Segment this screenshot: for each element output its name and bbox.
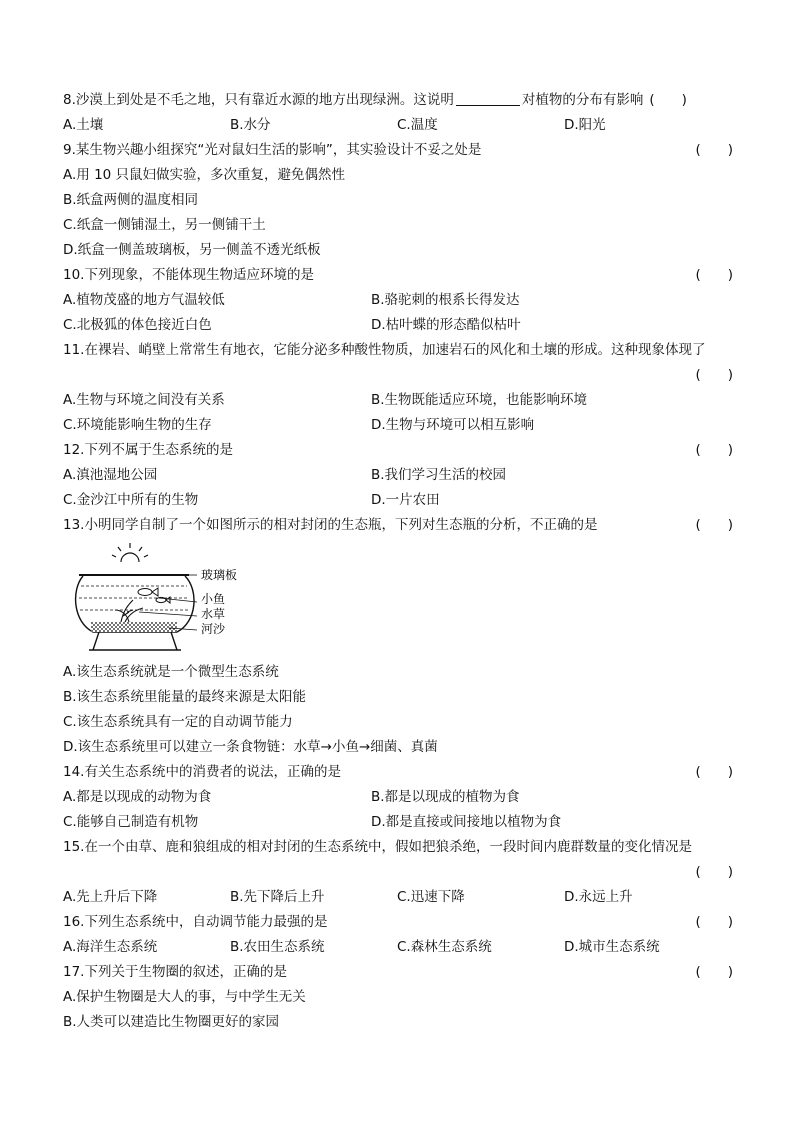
- question-10-options-row2: [63, 313, 733, 338]
- option-d: D.纸盒一侧盖玻璃板，另一侧盖不透光纸板: [63, 242, 321, 258]
- option-d: D.一片农田: [371, 492, 440, 508]
- question-16-text: 16.下列生态系统中，自动调节能力最强的是: [63, 914, 328, 930]
- question-8-stem: [63, 88, 733, 113]
- answer-bracket: ( ): [695, 267, 733, 283]
- option-c: C.能够自己制造有机物: [63, 814, 199, 830]
- question-12-stem: [63, 438, 733, 463]
- option-c: C.该生态系统具有一定的自动调节能力: [63, 714, 293, 730]
- question-15-stem: [63, 835, 733, 860]
- answer-blank: [456, 91, 520, 106]
- question-14-stem: [63, 760, 733, 785]
- option-c: C.温度: [397, 117, 438, 133]
- question-12-options-row1: [63, 463, 733, 488]
- question-13-text: 13.小明同学自制了一个如图所示的相对封闭的生态瓶，下列对生态瓶的分析，不正确的是: [63, 517, 598, 533]
- answer-bracket: ( ): [695, 442, 733, 458]
- option-a: A.生物与环境之间没有关系: [63, 392, 225, 408]
- option-d: D.城市生态系统: [564, 939, 660, 955]
- question-8-options: [63, 113, 733, 138]
- ecosystem-bottle-diagram: [69, 540, 249, 658]
- option-a: A.该生态系统就是一个微型生态系统: [63, 664, 279, 680]
- option-c: C.北极狐的体色接近白色: [63, 317, 212, 333]
- option-a: A.滇池湿地公园: [63, 467, 158, 483]
- option-c: C.森林生态系统: [397, 939, 492, 955]
- question-10-text: 10.下列现象，不能体现生物适应环境的是: [63, 267, 314, 283]
- option-c: C.纸盒一侧铺湿土，另一侧铺干土: [63, 217, 266, 233]
- option-a: A.植物茂盛的地方气温较低: [63, 292, 225, 308]
- option-a: A.先上升后下降: [63, 889, 158, 905]
- question-12-options-row2: [63, 488, 733, 513]
- option-a: A.用 10 只鼠妇做实验，多次重复，避免偶然性: [63, 167, 346, 183]
- exam-page: [63, 88, 733, 1035]
- question-11-text: 11.在裸岩、峭壁上常常生有地衣，它能分泌多种酸性物质，加速岩石的风化和土壤的形成。这种现象体现了: [63, 342, 706, 358]
- answer-bracket: ( ): [695, 964, 733, 980]
- answer-bracket: ( ): [695, 517, 733, 533]
- answer-bracket: ( ): [695, 764, 733, 780]
- label-fish: 小鱼: [201, 592, 226, 606]
- option-c: C.环境能影响生物的生存: [63, 417, 212, 433]
- option-d: D.该生态系统里可以建立一条食物链：水草→小鱼→细菌、真菌: [63, 739, 438, 755]
- option-b: B.该生态系统里能量的最终来源是太阳能: [63, 689, 307, 705]
- fish-icon: [138, 588, 170, 603]
- question-9-text: 9.某生物兴趣小组探究“光对鼠妇生活的影响”，其实验设计不妥之处是: [63, 142, 482, 158]
- sun-icon: [112, 543, 148, 562]
- answer-bracket: ( ): [695, 142, 733, 158]
- water-plant-icon: [115, 600, 143, 622]
- option-b: B.水分: [230, 117, 271, 133]
- question-8-text-a: 8.沙漠上到处是不毛之地，只有靠近水源的地方出现绿洲。这说明: [63, 92, 454, 108]
- option-b: B.先下降后上升: [230, 889, 325, 905]
- sand-layer: [91, 622, 177, 632]
- question-11-bracket-line: [63, 363, 733, 388]
- question-10-options-row1: [63, 288, 733, 313]
- option-c: C.金沙江中所有的生物: [63, 492, 199, 508]
- option-d: D.阳光: [564, 117, 606, 133]
- question-16-options: [63, 935, 733, 960]
- option-b: B.农田生态系统: [230, 939, 325, 955]
- option-a: A.保护生物圈是大人的事，与中学生无关: [63, 989, 306, 1005]
- question-10-stem: [63, 263, 733, 288]
- label-glass-plate: 玻璃板: [201, 568, 238, 582]
- question-16-stem: [63, 910, 733, 935]
- question-13-stem: [63, 513, 733, 538]
- question-15-bracket-line: [63, 860, 733, 885]
- question-14-options-row1: [63, 785, 733, 810]
- question-11-stem: [63, 338, 733, 363]
- question-17-stem: [63, 960, 733, 985]
- question-12-text: 12.下列不属于生态系统的是: [63, 442, 233, 458]
- question-11-options-row2: [63, 413, 733, 438]
- option-b: B.骆驼刺的根系长得发达: [371, 292, 520, 308]
- option-b: B.人类可以建造比生物圈更好的家园: [63, 1014, 280, 1030]
- option-b: B.纸盒两侧的温度相同: [63, 192, 199, 208]
- option-d: D.枯叶蝶的形态酷似枯叶: [371, 317, 521, 333]
- question-14-options-row2: [63, 810, 733, 835]
- option-c: C.迅速下降: [397, 889, 465, 905]
- question-17-text: 17.下列关于生物圈的叙述，正确的是: [63, 964, 287, 980]
- option-a: A.海洋生态系统: [63, 939, 158, 955]
- question-15-text: 15.在一个由草、鹿和狼组成的相对封闭的生态系统中，假如把狼杀绝，一段时间内鹿群数量的变化情况是: [63, 839, 692, 855]
- label-sand: 河沙: [201, 622, 226, 636]
- option-d: D.都是直接或间接地以植物为食: [371, 814, 562, 830]
- question-8-text-b: 对植物的分布有影响: [521, 92, 644, 108]
- option-a: A.都是以现成的动物为食: [63, 789, 212, 805]
- option-a: A.土壤: [63, 117, 104, 133]
- ecosystem-bottle-figure: [63, 538, 733, 660]
- question-9-stem: [63, 138, 733, 163]
- option-b: B.生物既能适应环境，也能影响环境: [371, 392, 588, 408]
- answer-bracket: ( ): [695, 864, 733, 880]
- question-15-options: [63, 885, 733, 910]
- question-14-text: 14.有关生态系统中的消费者的说法，正确的是: [63, 764, 341, 780]
- option-b: B.都是以现成的植物为食: [371, 789, 520, 805]
- answer-bracket: ( ): [649, 92, 687, 108]
- answer-bracket: ( ): [695, 914, 733, 930]
- jar-stand: [89, 632, 181, 650]
- answer-bracket: ( ): [695, 367, 733, 383]
- question-11-options-row1: [63, 388, 733, 413]
- label-water-plant: 水草: [201, 607, 226, 621]
- option-d: D.永远上升: [564, 889, 633, 905]
- option-b: B.我们学习生活的校园: [371, 467, 507, 483]
- option-d: D.生物与环境可以相互影响: [371, 417, 535, 433]
